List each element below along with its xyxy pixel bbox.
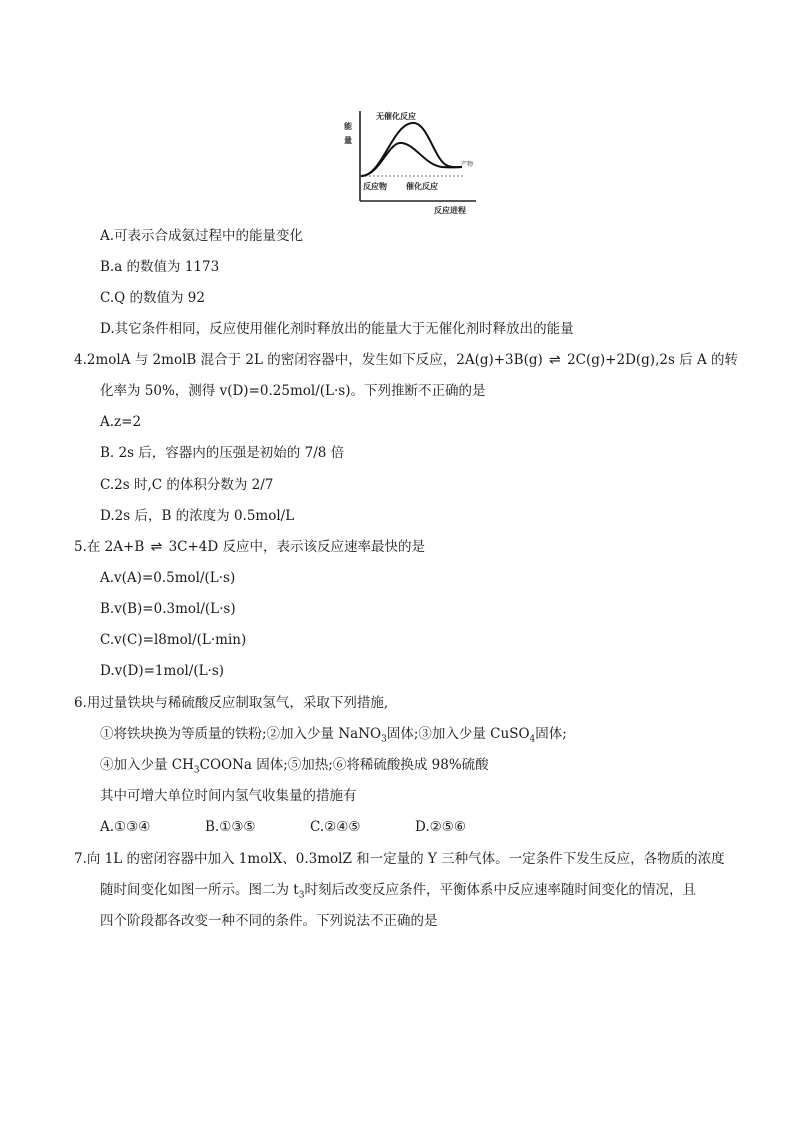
energy-diagram-svg bbox=[330, 103, 480, 215]
label-no-catalyst: 无催化反应 bbox=[376, 112, 416, 121]
q4-stem-part1: 4.2molA 与 2molB 混合于 2L 的密闭容器中，发生如下反应，2A(g)+3B(g) bbox=[74, 352, 543, 368]
label-product: 产物 bbox=[461, 161, 474, 168]
q6-m1-sub2: 4 bbox=[529, 734, 536, 745]
q4-option-a: A.z=2 bbox=[100, 414, 142, 430]
label-reactant: 反应物 bbox=[363, 182, 387, 191]
y-label-2: 量 bbox=[344, 136, 352, 145]
q6-m1-sub1: 3 bbox=[381, 734, 387, 745]
q3-option-d: D.其它条件相同，反应使用催化剂时释放出的能量大于无催化剂时释放出的能量 bbox=[100, 321, 574, 337]
equilibrium-arrow: ⇌ bbox=[150, 539, 163, 555]
q6-stem: 6.用过量铁块与稀硫酸反应制取氢气，采取下列措施, bbox=[74, 695, 389, 711]
q6-measures-line1 bbox=[100, 724, 567, 750]
q4-stem-line1 bbox=[74, 350, 738, 370]
q4-stem-line2: 化率为 50%，测得 v(D)=0.25mol/(L·s)。下列推断不正确的是 bbox=[100, 383, 486, 399]
q6-option-c: C.②④⑤ bbox=[310, 819, 361, 835]
q6-option-b: B.①③⑤ bbox=[205, 819, 256, 835]
q6-m1-part1: ①将铁块换为等质量的铁粉;②加入少量 NaNO bbox=[100, 726, 382, 742]
q5-option-b: B.v(B)=0.3mol/(L·s) bbox=[100, 601, 236, 617]
q6-m2-part2: COONa 固体;⑤加热;⑥将稀硫酸换成 98%硫酸 bbox=[199, 757, 489, 773]
q5-option-c: C.v(C)=l8mol/(L·min) bbox=[100, 632, 247, 648]
q6-option-a: A.①③④ bbox=[100, 819, 151, 835]
q4-stem-part2: 2C(g)+2D(g),2s 后 A 的转 bbox=[567, 352, 739, 368]
q4-option-c: C.2s 时,C 的体积分数为 2/7 bbox=[100, 477, 274, 493]
q6-ask: 其中可增大单位时间内氢气收集量的措施有 bbox=[100, 788, 357, 804]
q6-m2-part1: ④加入少量 CH bbox=[100, 757, 194, 773]
q7-line2-part2: 时刻后改变反应条件，平衡体系中反应速率随时间变化的情况，且 bbox=[304, 882, 696, 898]
q6-m2-sub: 3 bbox=[193, 765, 200, 776]
q5-stem bbox=[74, 537, 425, 557]
q7-line2-part1: 随时间变化如图一所示。图二为 t bbox=[100, 882, 299, 898]
q3-option-a: A.可表示合成氨过程中的能量变化 bbox=[100, 228, 304, 244]
q5-option-d: D.v(D)=1mol/(L·s) bbox=[100, 663, 225, 679]
q6-m1-part2: 固体;③加入少量 CuSO bbox=[386, 726, 530, 742]
q5-option-a: A.v(A)=0.5mol/(L·s) bbox=[100, 570, 236, 586]
q6-options bbox=[100, 817, 520, 837]
label-catalyst: 催化反应 bbox=[406, 182, 438, 191]
q4-option-d: D.2s 后，B 的浓度为 0.5mol/L bbox=[100, 508, 295, 524]
q7-line2-sub: 3 bbox=[298, 890, 305, 901]
equilibrium-arrow: ⇌ bbox=[549, 352, 561, 368]
y-label-1: 能 bbox=[344, 122, 352, 131]
q7-stem-line2 bbox=[100, 880, 696, 906]
q7-stem-line3: 四个阶段都各改变一种不同的条件。下列说法不正确的是 bbox=[100, 913, 438, 929]
q3-option-b: B.a 的数值为 1173 bbox=[100, 259, 220, 275]
label-x: 反应进程 bbox=[434, 206, 466, 215]
q7-stem-line1: 7.向 1L 的密闭容器中加入 1molX、0.3molZ 和一定量的 Y 三种气体。一定条件下发生反应，各物质的浓度 bbox=[74, 851, 725, 867]
q6-measures-line2 bbox=[100, 755, 489, 781]
q4-option-b: B. 2s 后，容器内的压强是初始的 7/8 倍 bbox=[100, 445, 345, 461]
catalyzed-curve bbox=[361, 143, 462, 176]
q5-stem-part1: 5.在 2A+B bbox=[74, 539, 145, 555]
q6-m1-part3: 固体; bbox=[535, 726, 567, 742]
energy-diagram bbox=[330, 103, 480, 215]
q6-option-d: D.②⑤⑥ bbox=[415, 819, 466, 835]
q5-stem-part2: 3C+4D 反应中，表示该反应速率最快的是 bbox=[168, 539, 426, 555]
q3-option-c: C.Q 的数值为 92 bbox=[100, 290, 205, 306]
